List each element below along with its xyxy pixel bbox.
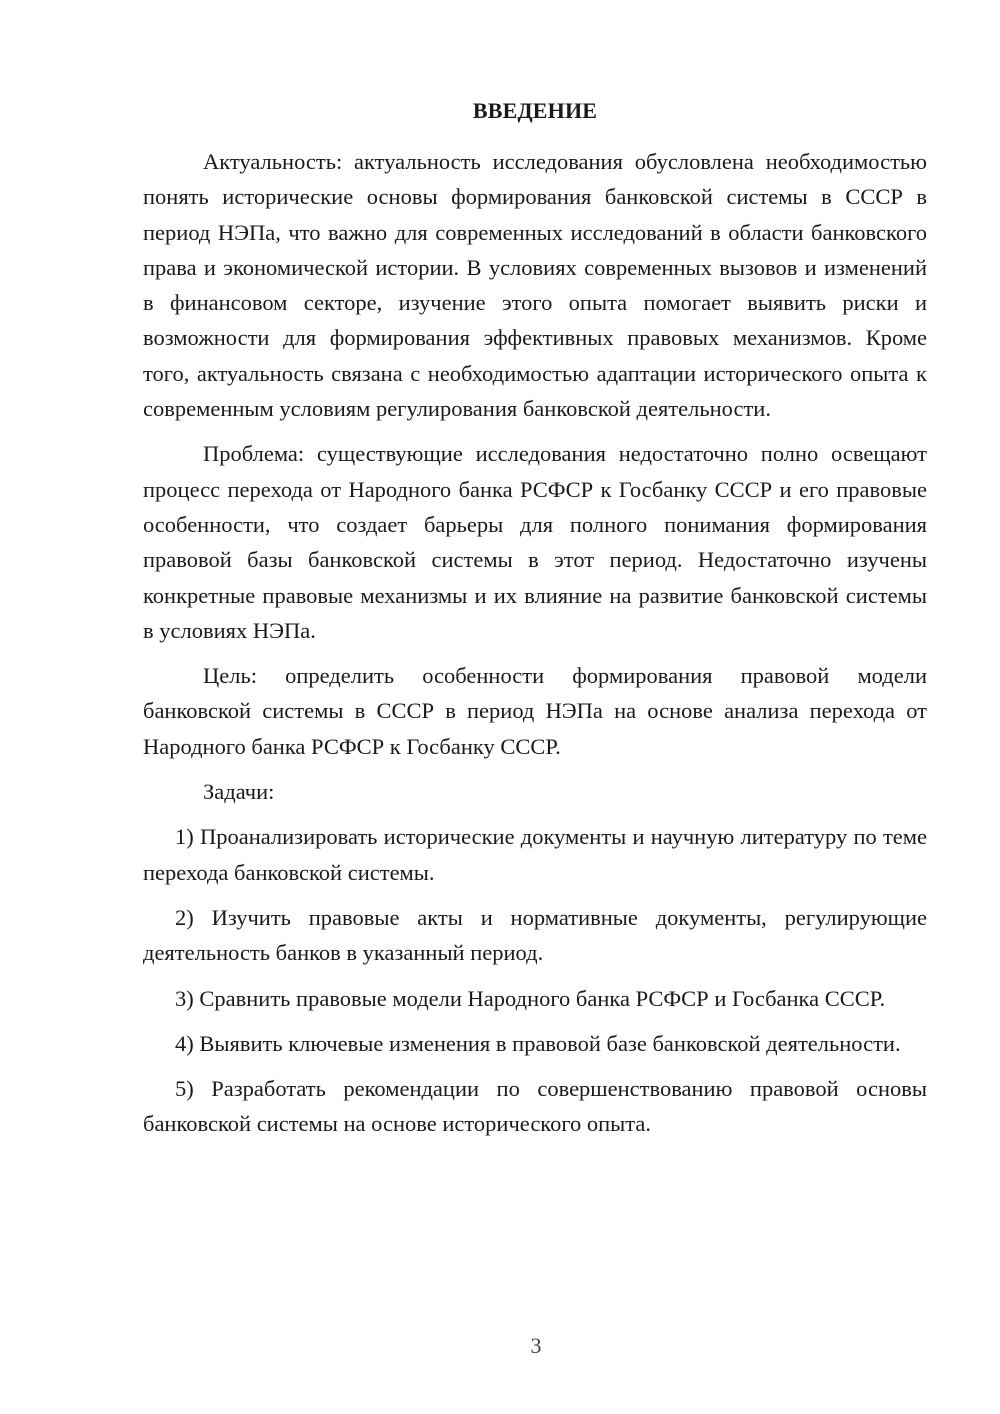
goal-paragraph: Цель: определить особенности формирования правовой модели банковской системы в СССР в период НЭПа на основе анализа перехода от Народного банка РСФСР к Госбанку СССР. [143, 663, 927, 759]
task-item-4: 4) Выявить ключевые изменения в правовой базе банковской деятельности. [175, 1030, 901, 1056]
tasks-heading: Задачи: [203, 779, 275, 805]
page-title: ВВЕДЕНИЕ [472, 98, 598, 123]
task-item-5: 5) Разработать рекомендации по совершенствованию правовой основы банковской системы на основе исторического опыта. [143, 1076, 927, 1137]
problem-paragraph: Проблема: существующие исследования недостаточно полно освещают процесс перехода от Народного банка РСФСР к Госбанку СССР и его правовые особенности, что создает барьеры для полного понимания формирования правовой базы банковской системы в этот период. Недостаточно изучены конкретные правовые механизмы и их влияние на развитие банковской системы в условиях НЭПа. [143, 441, 927, 643]
task-item-2: 2) Изучить правовые акты и нормативные документы, регулирующие деятельность банков в указанный период. [143, 904, 927, 966]
relevance-paragraph: Актуальность: актуальность исследования обусловлена необходимостью понять исторические основы формирования банковской системы в СССР в период НЭПа, что важно для современных исследований в области банковского права и экономической истории. В условиях современных вызовов и изменений в финансовом секторе, изучение этого опыта помогает выявить риски и возможности для формирования эффективных правовых механизмов. Кроме того, актуальность связана с необходимостью адаптации исторического опыта к современным условиям регулирования банковской деятельности. [143, 149, 927, 422]
tasks-list [143, 819, 927, 1141]
page-number: 3 [530, 1333, 542, 1358]
document-page [143, 96, 927, 1142]
task-item-1: 1) Проанализировать исторические документы и научную литературу по теме перехода банковской системы. [143, 824, 927, 885]
task-item-3: 3) Сравнить правовые модели Народного банка РСФСР и Госбанка СССР. [175, 985, 886, 1011]
